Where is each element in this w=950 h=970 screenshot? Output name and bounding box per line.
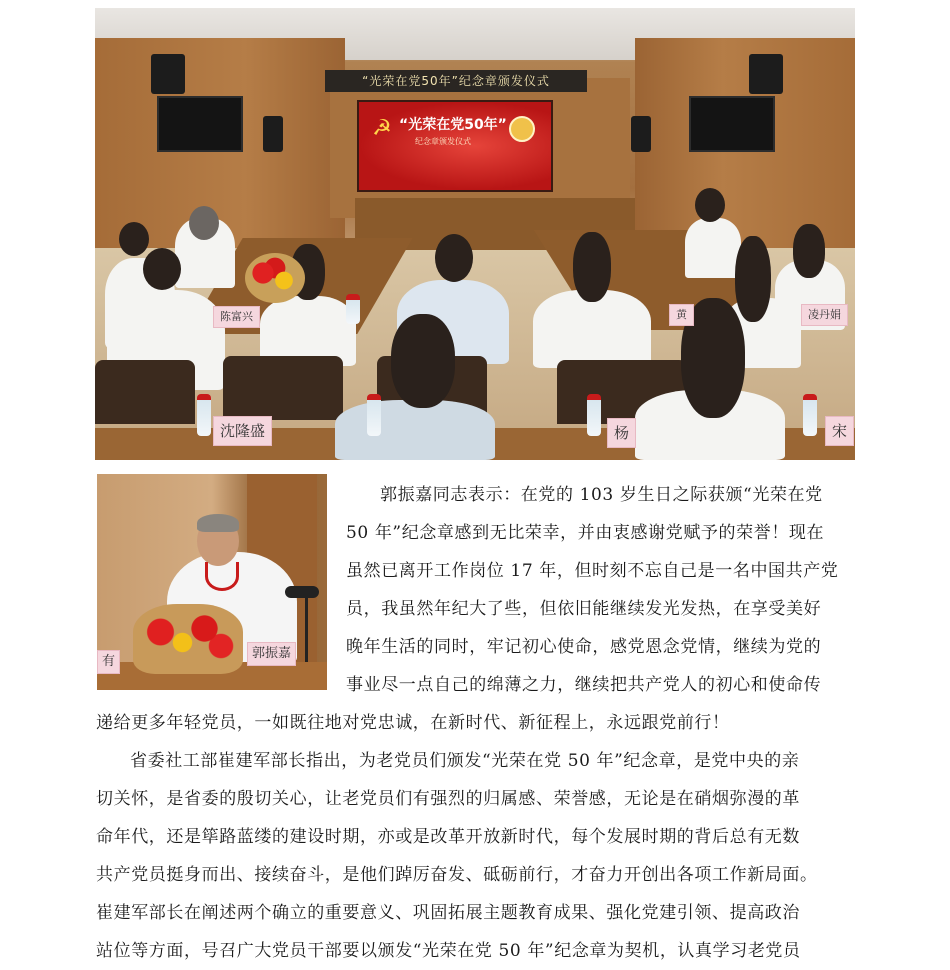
water-bottle (587, 394, 601, 436)
wall-tv (689, 96, 775, 152)
text-line: 省委社工部崔建军部长指出，为老党员们颁发“光荣在党 50 年”纪念章，是党中央的亲 (130, 751, 800, 771)
nameplate: 陈富兴 (213, 306, 260, 328)
party-emblem-icon: ☭ (372, 116, 392, 141)
nameplate: 凌丹娟 (801, 304, 848, 326)
chair (223, 356, 343, 420)
wall-tv (157, 96, 243, 152)
speaker (749, 54, 783, 94)
stage-screen (357, 100, 553, 192)
water-bottle (197, 394, 211, 436)
text-line: 50 年”纪念章感到无比荣幸，并由衷感谢党赋予的荣誉！现在 (346, 523, 825, 543)
text-line: 事业尽一点自己的绵薄之力，继续把共产党人的初心和使命传 (346, 675, 822, 695)
screen-title: “光荣在党50年” (399, 117, 507, 133)
nameplate: 有 (97, 650, 120, 674)
text-line: 命年代，还是筚路蓝缕的建设时期，亦或是改革开放新时代，每个发展时期的背后总有无数 (96, 827, 800, 847)
water-bottle (346, 294, 360, 324)
paragraph-guo (346, 476, 858, 704)
speaker (263, 116, 283, 152)
screen-subtitle: 纪念章颁发仪式 (415, 137, 471, 146)
text-line: 切关怀，是省委的殷切关心，让老党员们有强烈的归属感、荣誉感，无论是在硝烟弥漫的革 (96, 789, 800, 809)
attendee-head (391, 314, 455, 408)
attendee-head (435, 234, 473, 282)
text-line: 递给更多年轻党员，一如既往地对党忠诚，在新时代、新征程上，永远跟党前行！ (96, 713, 730, 733)
speaker (631, 116, 651, 152)
stage-banner: “光荣在党50年”纪念章颁发仪式 (325, 70, 587, 92)
flower-bouquet (245, 253, 305, 303)
nameplate: 郭振嘉 (247, 642, 296, 666)
text-line: 晚年生活的同时，牢记初心使命，感党恩念党情，继续为党的 (346, 637, 822, 657)
flower-bouquet (133, 604, 243, 674)
attendee-head (119, 222, 149, 256)
speaker (151, 54, 185, 94)
attendee-head (735, 236, 771, 322)
water-bottle (803, 394, 817, 436)
attendee-head (793, 224, 825, 278)
speaker-hair (197, 514, 239, 532)
text-line: 虽然已离开工作岗位 17 年，但时刻不忘自己是一名中国共产党 (346, 561, 839, 581)
attendee (335, 400, 495, 460)
text-line: 共产党员挺身而出、接续奋斗，是他们踔厉奋发、砥砺前行，才奋力开创出各项工作新局面。 (96, 865, 818, 885)
water-bottle (367, 394, 381, 436)
microphone-stand (305, 594, 308, 664)
attendee-head (573, 232, 611, 302)
text-line: 崔建军部长在阐述两个确立的重要意义、巩固拓展主题教育成果、强化党建引领、提高政治 (96, 903, 800, 923)
text-line: 郭振嘉同志表示：在党的 103 岁生日之际获颁“光荣在党 (380, 485, 823, 505)
speaker-photo (97, 474, 327, 690)
text-line: 员，我虽然年纪大了些，但依旧能继续发光发热，在享受美好 (346, 599, 822, 619)
nameplate: 宋 (825, 416, 854, 446)
attendee-head (189, 206, 219, 240)
ceremony-photo (95, 8, 855, 460)
microphone-icon (285, 586, 319, 598)
attendee-head (143, 248, 181, 290)
nameplate: 黄 (669, 304, 694, 326)
chair (95, 360, 195, 424)
red-sash (205, 562, 239, 591)
nameplate: 杨 (607, 418, 636, 448)
attendee (685, 218, 741, 278)
nameplate: 沈隆盛 (213, 416, 272, 446)
text-line: 站位等方面，号召广大党员干部要以颁发“光荣在党 50 年”纪念章为契机，认真学习老党员 (96, 941, 801, 961)
attendee-head (695, 188, 725, 222)
medal-icon (509, 116, 535, 142)
